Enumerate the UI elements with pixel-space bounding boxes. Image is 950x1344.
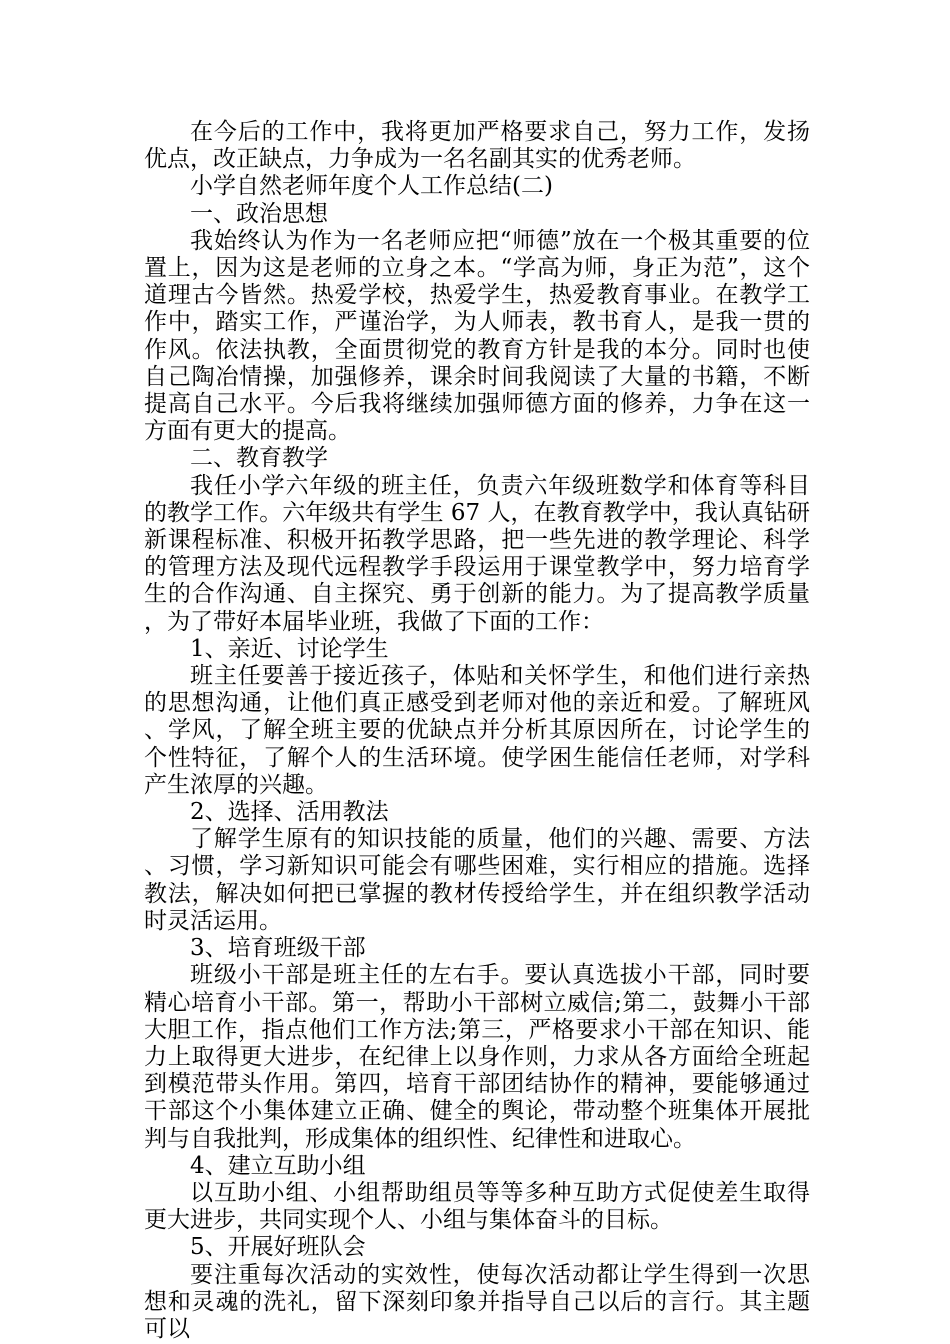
- heading-teaching-methods: 2、选择、活用教法: [190, 799, 389, 826]
- document-page: [144, 119, 810, 1343]
- paragraph-approach-students: 班主任要善于接近孩子，体贴和关怀学生，和他们进行亲热的思想沟通，让他们真正感受到老师对他的亲近和爱。了解班风、学风，了解全班主要的优缺点并分析其原因所在，讨论学生的个性特征，了解个人的生活环境。使学困生能信任老师，对学科产生浓厚的兴趣。: [144, 663, 810, 798]
- heading-political-thought: 一、政治思想: [190, 200, 328, 227]
- paragraph-closing: 在今后的工作中，我将更加严格要求自己，努力工作，发扬优点，改正缺点，力争成为一名名副其实的优秀老师。: [144, 119, 810, 173]
- paragraph-class-meetings: 要注重每次活动的实效性，使每次活动都让学生得到一次思想和灵魂的洗礼，留下深刻印象并指导自己以后的言行。其主题可以: [144, 1261, 810, 1342]
- paragraph-teaching-methods: 了解学生原有的知识技能的质量，他们的兴趣、需要、方法、习惯，学习新知识可能会有哪些困难，实行相应的措施。选择教法，解决如何把已掌握的教材传授给学生，并在组织教学活动时灵活运用。: [144, 826, 810, 934]
- heading-class-meetings: 5、开展好班队会: [190, 1234, 366, 1261]
- paragraph-mutual-aid-groups: 以互助小组、小组帮助组员等等多种互助方式促使差生取得更大进步，共同实现个人、小组与集体奋斗的目标。: [144, 1179, 810, 1234]
- heading-education-teaching: 二、教育教学: [190, 445, 328, 472]
- heading-approach-students: 1、亲近、讨论学生: [190, 635, 389, 662]
- paragraph-teacher-ethics: 我始终认为作为一名老师应把“师德”放在一个极其重要的位置上，因为这是老师的立身之本。“学高为师，身正为范”，这个道理古今皆然。热爱学校，热爱学生，热爱教育事业。在教学工作中，踏实工作，严谨治学，为人师表，教书育人，是我一贯的作风。依法执教，全面贯彻党的教育方针是我的本分。同时也使自己陶冶情操，加强修养，课余时间我阅读了大量的书籍，不断提高自己水平。今后我将继续加强师德方面的修养，力争在这一方面有更大的提高。: [144, 227, 810, 445]
- heading-mutual-aid-groups: 4、建立互助小组: [190, 1152, 366, 1179]
- paragraph-class-teacher: 我任小学六年级的班主任，负责六年级班数学和体育等科目的教学工作。六年级共有学生 67 人，在教育教学中，我认真钻研新课程标准、积极开拓教学思路，把一些先进的教学理论、科学的管理方法及现代远程教学手段运用于课堂教学中，努力培育学生的合作沟通、自主探究、勇于创新的能力。为了提高教学质量，为了带好本届毕业班，我做了下面的工作：: [144, 472, 810, 635]
- section-title: 小学自然老师年度个人工作总结(二): [190, 173, 553, 200]
- paragraph-class-cadres: 班级小干部是班主任的左右手。要认真选拔小干部，同时要精心培育小干部。第一，帮助小干部树立威信;第二，鼓舞小干部大胆工作，指点他们工作方法;第三，严格要求小干部在知识、能力上取得更大进步，在纪律上以身作则，力求从各方面给全班起到模范带头作用。第四，培育干部团结协作的精神，要能够通过干部这个小集体建立正确、健全的舆论，带动整个班集体开展批判与自我批判，形成集体的组织性、纪律性和进取心。: [144, 962, 810, 1152]
- heading-class-cadres: 3、培育班级干部: [190, 935, 366, 962]
